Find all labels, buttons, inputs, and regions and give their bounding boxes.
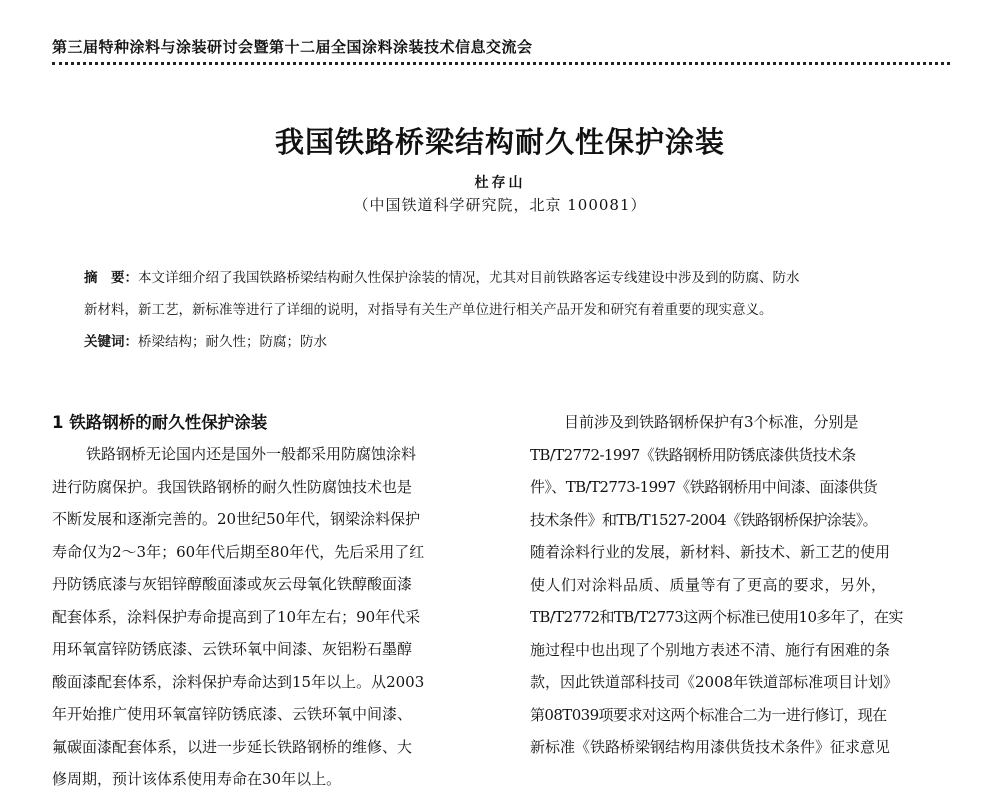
body-line: 酸面漆配套体系，涂料保护寿命达到15年以上。从2003 [52,672,425,691]
body-line: 第08T039项要求对这两个标准合二为一进行修订，现在 [530,705,887,724]
body-line: 施过程中也出现了个别地方表述不清、施行有困难的条 [530,640,891,659]
paper-title: 我国铁路桥梁结构耐久性保护涂装 [274,125,725,159]
author-affiliation: （中国铁道科学研究院，北京 100081） [353,196,647,214]
abstract-line [84,262,924,294]
keywords-text: 桥梁结构；耐久性；防腐；防水 [138,334,327,350]
abstract-block [84,262,924,358]
keywords-label: 关键词： [84,334,138,350]
body-line: 件》、TB/T2773-1997《铁路钢桥用中间漆、面漆供货 [530,478,878,496]
left-column [52,406,472,796]
body-line: 技术条件》和TB/T1527-2004《铁路钢桥保护涂装》。 [530,510,878,529]
abstract-text: 本文详细介绍了我国铁路桥梁结构耐久性保护涂装的情况，尤其对目前铁路客运专线建设中涉及到的防腐、防水 [138,270,800,286]
body-line: 铁路钢桥无论国内还是国外一般都采用防腐蚀涂料 [86,445,417,463]
section-heading: 1 铁路钢桥的耐久性保护涂装 [52,413,268,432]
body-line: 年开始推广使用环氧富锌防锈底漆、云铁环氧中间漆、 [52,705,413,723]
keywords-line [84,326,924,358]
body-line: 修周期，预计该体系使用寿命在30年以上。 [52,770,342,788]
body-line: 寿命仅为2～3年；60年代后期至80年代，先后采用了红 [52,542,425,561]
body-line: 款，因此铁道部科技司《2008年铁道部标准项目计划》 [530,673,899,691]
body-line: 随着涂料行业的发展，新材料、新技术、新工艺的使用 [530,543,891,561]
right-column [530,406,950,764]
running-head-divider [52,62,950,65]
body-line: 新标准《铁路桥梁钢结构用漆供货技术条件》征求意见 [530,738,891,756]
abstract-line: 新材料，新工艺，新标准等进行了详细的说明，对指导有关生产单位进行相关产品开发和研究有着重要的现实意义。 [84,302,773,318]
abstract-label: 摘 要： [84,270,138,286]
body-line: TB/T2772-1997《铁路钢桥用防锈底漆供货技术条 [530,445,856,464]
body-line: 用环氧富锌防锈底漆、云铁环氧中间漆、灰铝粉石墨醇 [52,640,413,658]
body-line: TB/T2772和TB/T2773这两个标准已使用10多年了，在实 [530,608,903,626]
author-name: 杜存山 [474,175,526,191]
running-head: 第三届特种涂料与涂装研讨会暨第十二届全国涂料涂装技术信息交流会 [52,38,533,56]
body-line: 配套体系，涂料保护寿命提高到了10年左右；90年代采 [52,607,421,626]
body-line: 丹防锈底漆与灰铝锌醇酸面漆或灰云母氧化铁醇酸面漆 [52,575,413,593]
body-line: 使人们对涂料品质、质量等有了更高的要求，另外， [530,575,887,594]
body-line: 氟碳面漆配套体系，以进一步延长铁路钢桥的维修、大 [52,737,413,756]
body-line: 不断发展和逐渐完善的。20世纪50年代，钢梁涂料保护 [52,510,421,528]
body-line: 进行防腐保护。我国铁路钢桥的耐久性防腐蚀技术也是 [52,477,413,496]
body-line: 目前涉及到铁路钢桥保护有3个标准，分别是 [564,413,859,431]
